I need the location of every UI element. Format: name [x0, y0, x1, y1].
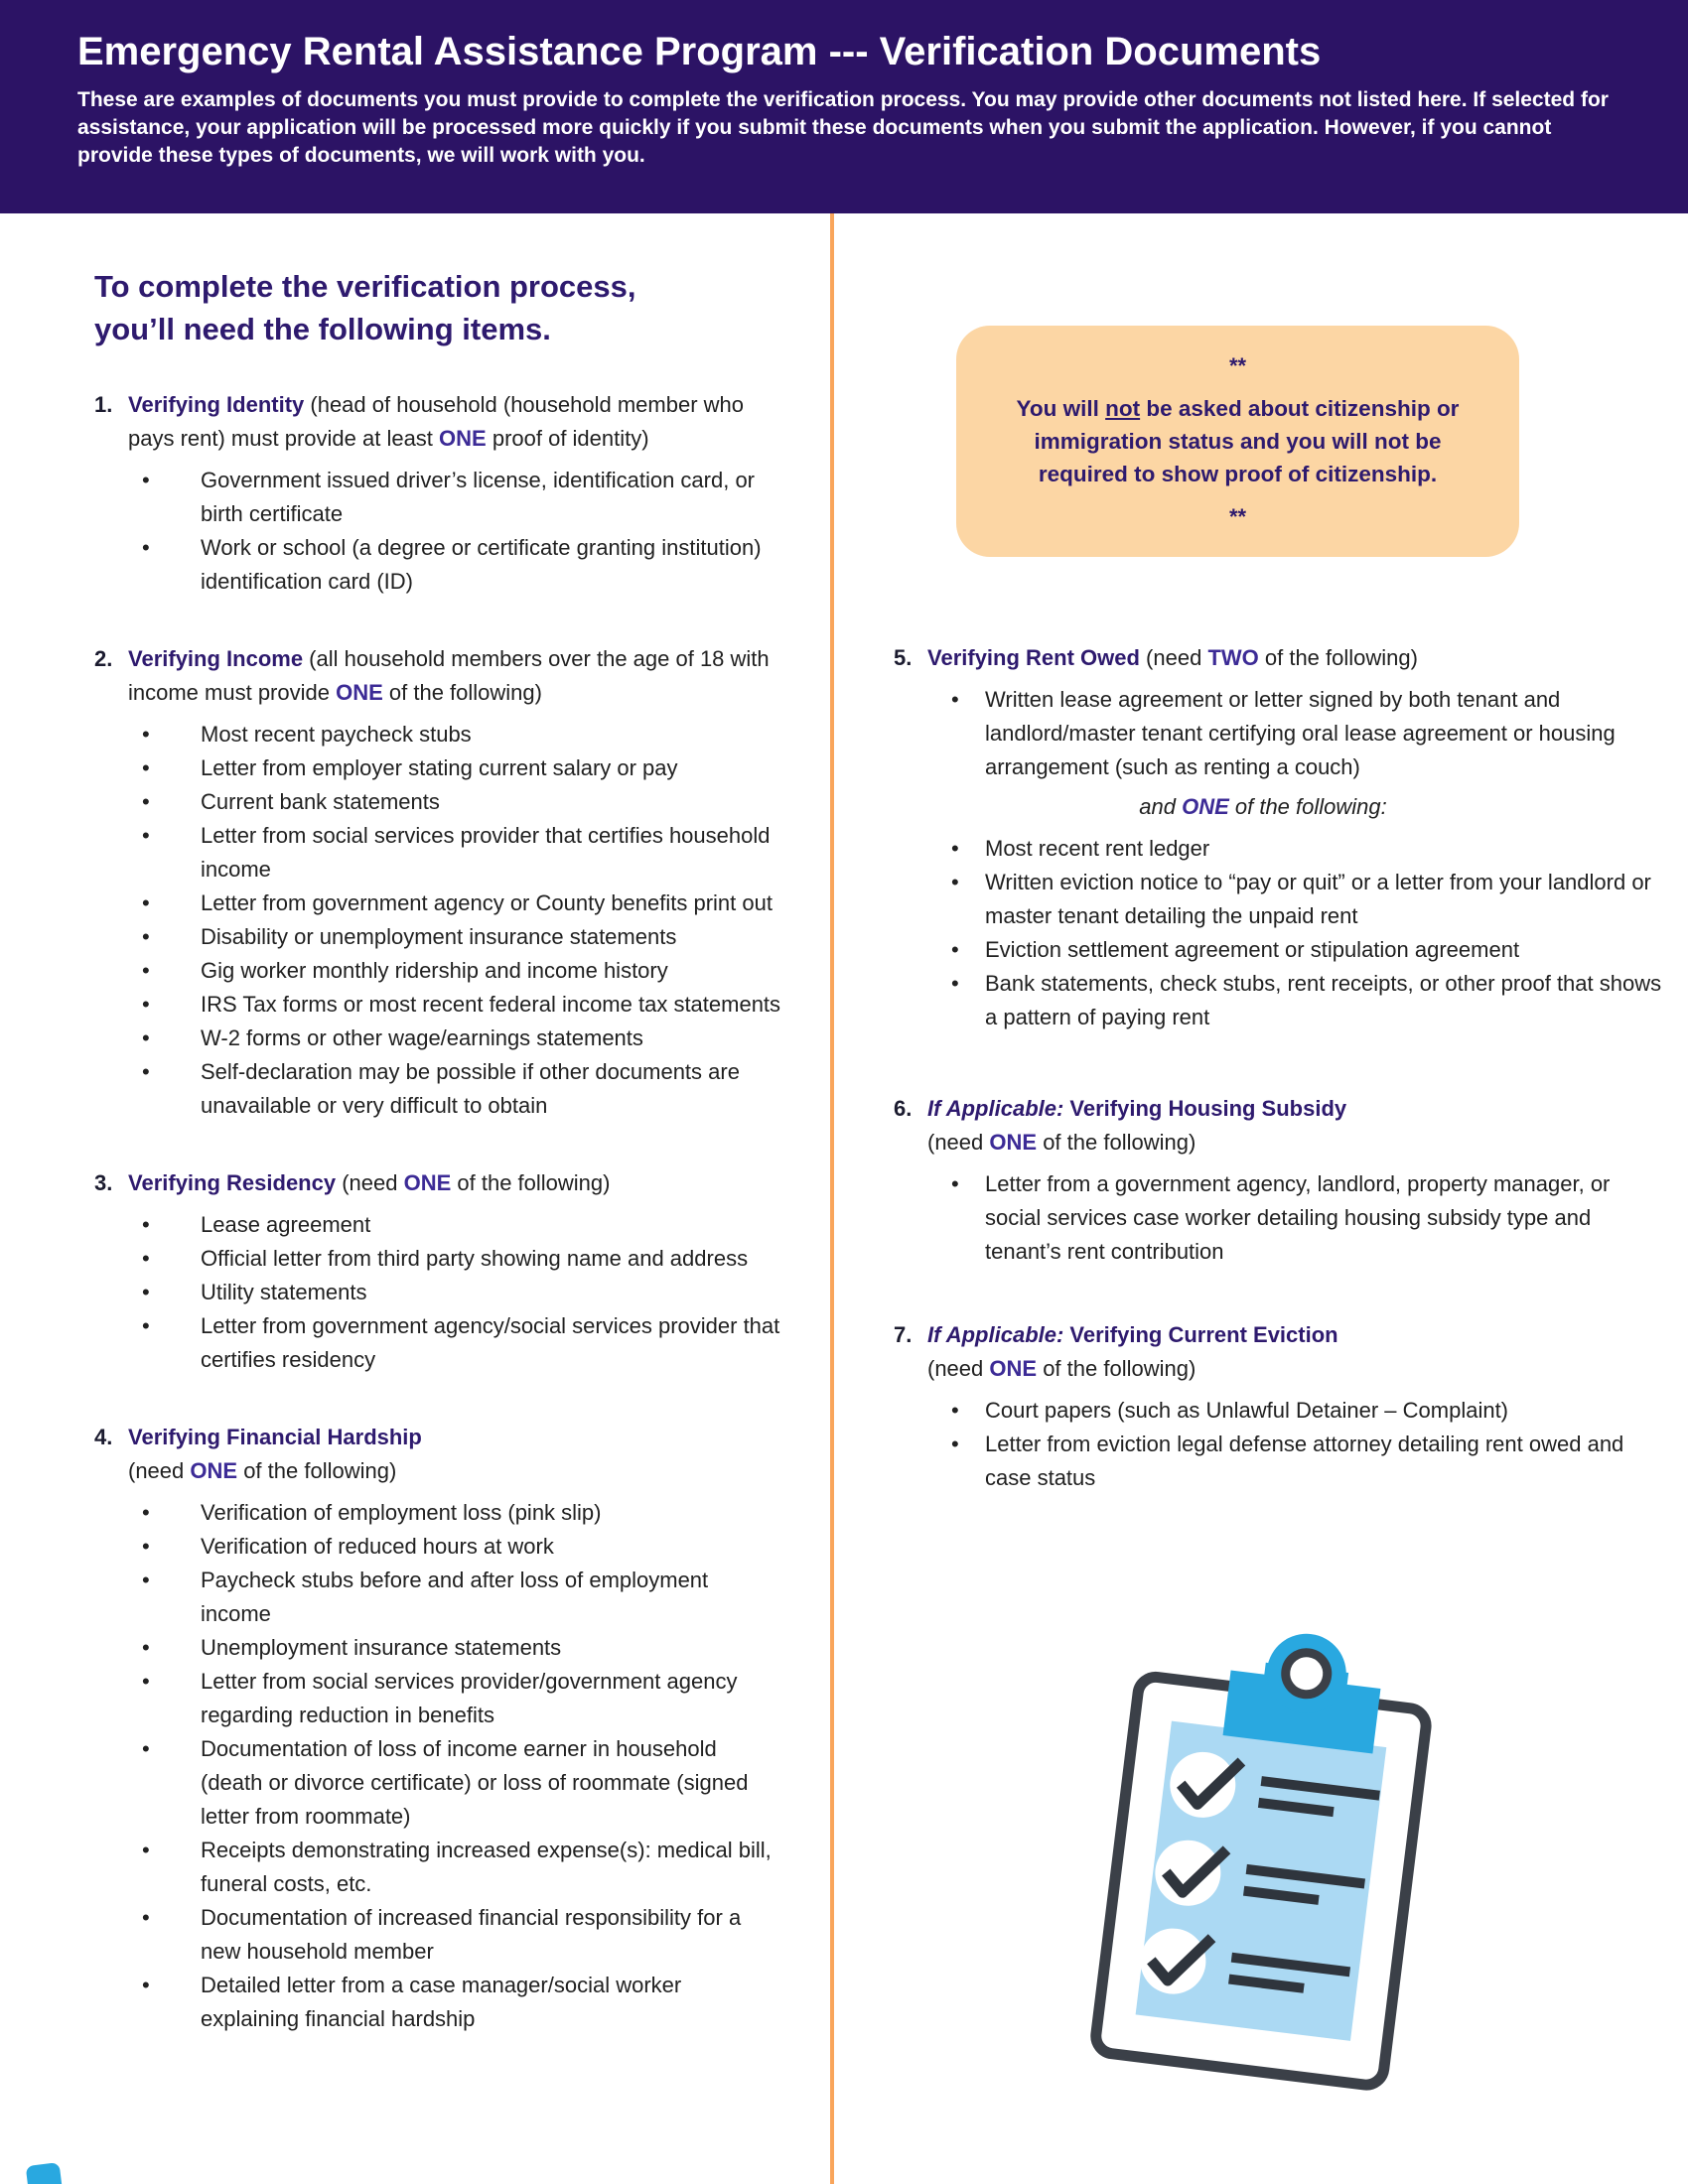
list-item: • Most recent rent ledger: [894, 832, 1668, 866]
bullet-list: [894, 683, 1668, 784]
list-item: • Letter from government agency or County benefits print out: [94, 887, 784, 920]
list-item: • Letter from social services provider/government agency regarding reduction in benefits: [94, 1665, 784, 1732]
section-verifying-income: [94, 642, 784, 1123]
list-item: • Bank statements, check stubs, rent receipts, or other proof that shows a pattern of paying rent: [894, 967, 1668, 1034]
bullet-list: [94, 1496, 784, 2036]
checklist-clipboard-icon: [1070, 1614, 1458, 2116]
bullet-list: [94, 1208, 784, 1377]
page-title: Emergency Rental Assistance Program --- Verification Documents: [77, 30, 1322, 73]
section-heading: [94, 388, 784, 456]
list-item: • Verification of reduced hours at work: [94, 1530, 784, 1564]
list-item: • Court papers (such as Unlawful Detainer – Complaint): [894, 1394, 1668, 1428]
section-verifying-current-eviction: [894, 1318, 1668, 1495]
and-one-connector: and ONE of the following:: [1139, 794, 1387, 819]
underlined-not: not: [1105, 396, 1141, 421]
section-heading-text: Verifying Income (all household members over the age of 18 with income must provide ONE of the following): [128, 646, 770, 705]
section-heading-line2: (need ONE of the following): [128, 1458, 397, 1483]
section-number: 3.: [94, 1170, 113, 1195]
list-item: • Documentation of loss of income earner in household (death or divorce certificate) or loss of roommate (signed letter from roommate): [94, 1732, 784, 1834]
section-heading-text: Verifying Identity (head of household (household member who pays rent) must provide at least ONE proof of identity): [128, 392, 744, 451]
left-heading: [94, 265, 784, 350]
list-item: • Current bank statements: [94, 785, 784, 819]
section-heading-line2: (need ONE of the following): [927, 1130, 1196, 1155]
citizenship-callout: [956, 326, 1519, 557]
list-item: • Written eviction notice to “pay or quit” or a letter from your landlord or master tenant detailing the unpaid rent: [894, 866, 1668, 933]
list-item: • Lease agreement: [94, 1208, 784, 1242]
section-verifying-housing-subsidy: [894, 1092, 1668, 1269]
list-item: • Letter from eviction legal defense attorney detailing rent owed and case status: [894, 1428, 1668, 1495]
callout-text: You will not be asked about citizenship or immigration status and you will not be required to show proof of citizenship.: [1016, 396, 1460, 486]
section-heading: [94, 1421, 784, 1454]
section-heading: [894, 1318, 1668, 1352]
list-item: • Letter from social services provider that certifies household income: [94, 819, 784, 887]
list-item: • Official letter from third party showing name and address: [94, 1242, 784, 1276]
callout-stars-bottom: **: [1228, 504, 1247, 529]
list-item: • Gig worker monthly ridership and income history: [94, 954, 784, 988]
intro-paragraph: These are examples of documents you must provide to complete the verification process. You may provide other documents not listed here. If selected for assistance, your application will be processed more quickly if you submit these documents when you submit the application. However, if you cannot provide these types of documents, we will work with you.: [77, 88, 1609, 167]
list-item: • Unemployment insurance statements: [94, 1631, 784, 1665]
section-verifying-financial-hardship: [94, 1421, 784, 2036]
left-heading-line2: you’ll need the following items.: [94, 312, 551, 346]
section-number: 7.: [894, 1322, 913, 1347]
section-heading: [894, 1092, 1668, 1126]
list-item: • Paycheck stubs before and after loss of employment income: [94, 1564, 784, 1631]
callout-stars-top: **: [1228, 353, 1247, 378]
header-band: [0, 0, 1688, 213]
partial-blue-shape: [26, 2162, 65, 2184]
left-column: [94, 213, 784, 2036]
list-item: • Most recent paycheck stubs: [94, 718, 784, 751]
list-item: • Eviction settlement agreement or stipulation agreement: [894, 933, 1668, 967]
list-item: • IRS Tax forms or most recent federal income tax statements: [94, 988, 784, 1022]
section-heading-text: Verifying Residency (need ONE of the following): [128, 1170, 611, 1195]
section-heading: [94, 1166, 784, 1200]
list-item: • Self-declaration may be possible if other documents are unavailable or very difficult to obtain: [94, 1055, 784, 1123]
section-heading-line2: (need ONE of the following): [927, 1356, 1196, 1381]
list-item: • Government issued driver’s license, identification card, or birth certificate: [94, 464, 784, 531]
bullet-list: [894, 1167, 1668, 1269]
list-item: • Letter from a government agency, landlord, property manager, or social services case worker detailing housing subsidy type and tenant’s rent contribution: [894, 1167, 1668, 1269]
bullet-list: [894, 832, 1668, 1034]
list-item: • Verification of employment loss (pink slip): [94, 1496, 784, 1530]
section-number: 2.: [94, 646, 113, 671]
section-heading-text: If Applicable: Verifying Housing Subsidy: [927, 1096, 1347, 1121]
list-item: • Written lease agreement or letter signed by both tenant and landlord/master tenant certifying oral lease agreement or housing arrangement (such as renting a couch): [894, 683, 1668, 784]
section-number: 6.: [894, 1096, 913, 1121]
section-number: 5.: [894, 645, 913, 670]
section-heading-text: If Applicable: Verifying Current Eviction: [927, 1322, 1338, 1347]
section-verifying-residency: [94, 1166, 784, 1377]
section-heading: [94, 642, 784, 710]
list-item: • Detailed letter from a case manager/social worker explaining financial hardship: [94, 1969, 784, 2036]
left-heading-line1: To complete the verification process,: [94, 269, 636, 304]
column-divider: [830, 213, 834, 2184]
bullet-list: [94, 718, 784, 1123]
section-heading: [894, 641, 1668, 675]
section-verifying-rent-owed: [894, 641, 1668, 1034]
section-number: 1.: [94, 392, 113, 417]
bullet-list: [894, 1394, 1668, 1495]
list-item: • Utility statements: [94, 1276, 784, 1309]
section-heading-text: Verifying Financial Hardship: [128, 1425, 422, 1449]
list-item: • Documentation of increased financial responsibility for a new household member: [94, 1901, 784, 1969]
list-item: • Letter from employer stating current salary or pay: [94, 751, 784, 785]
list-item: • Receipts demonstrating increased expense(s): medical bill, funeral costs, etc.: [94, 1834, 784, 1901]
list-item: • Work or school (a degree or certificate granting institution) identification card (ID): [94, 531, 784, 599]
bullet-list: [94, 464, 784, 599]
section-verifying-identity: [94, 388, 784, 599]
list-item: • W-2 forms or other wage/earnings statements: [94, 1022, 784, 1055]
list-item: • Disability or unemployment insurance statements: [94, 920, 784, 954]
list-item: • Letter from government agency/social services provider that certifies residency: [94, 1309, 784, 1377]
section-number: 4.: [94, 1425, 113, 1449]
right-column: [894, 213, 1668, 1495]
section-heading-text: Verifying Rent Owed (need TWO of the following): [927, 645, 1418, 670]
